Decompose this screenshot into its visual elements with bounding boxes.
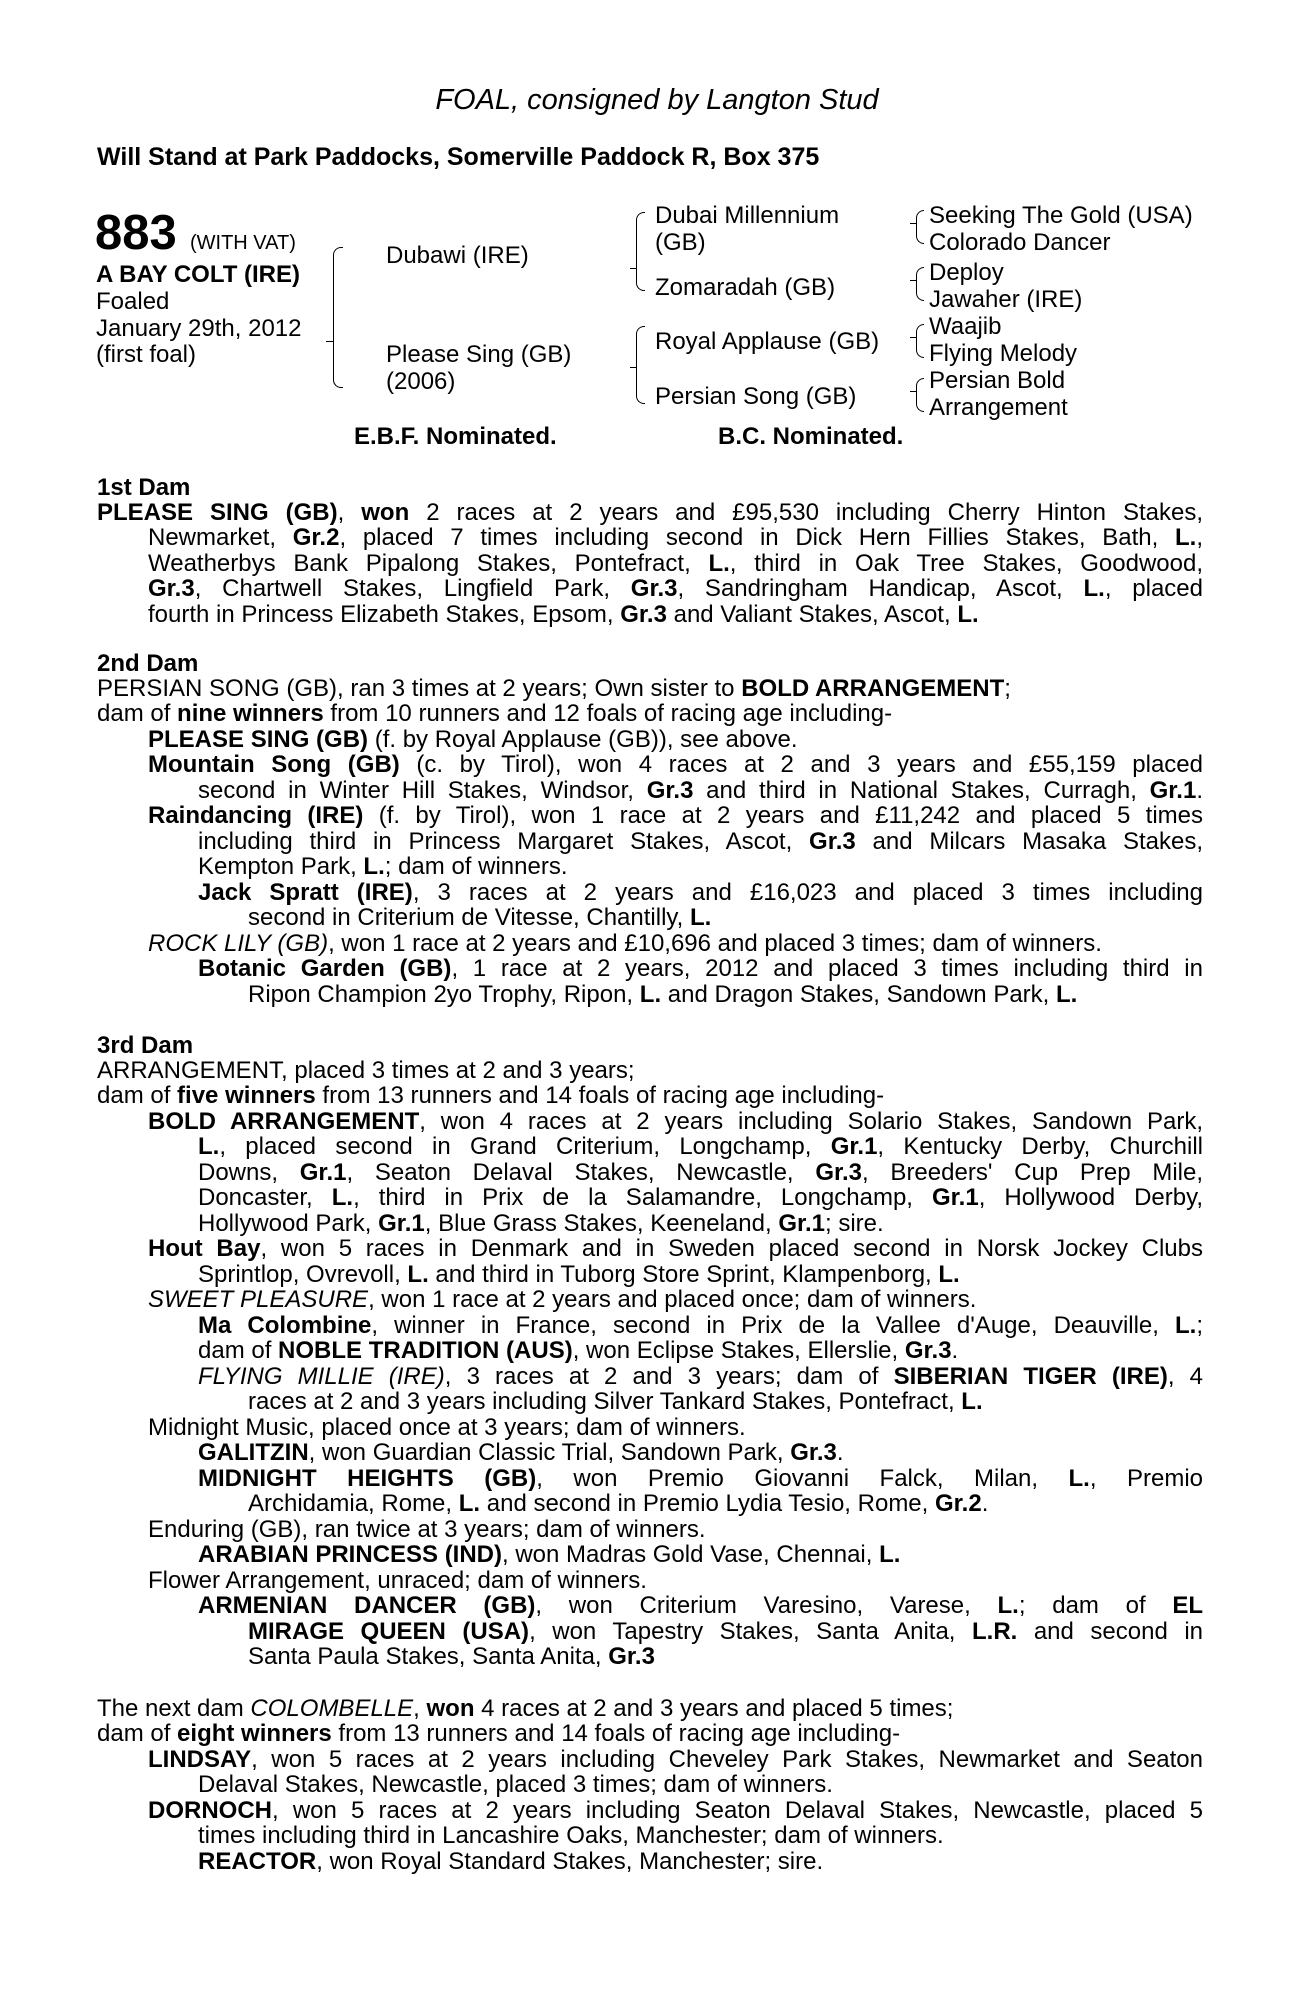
ssd-name: Colorado Dancer [929, 229, 1111, 256]
third-dam-line: Midnight Music, placed once at 3 years; dam of winners. [148, 1414, 746, 1441]
dss-name: Waajib [929, 313, 1002, 340]
third-dam-line: Doncaster, L., third in Prix de la Salamandre, Longchamp, Gr.1, Hollywood Derby, [198, 1184, 1203, 1211]
third-dam-line: BOLD ARRANGEMENT, won 4 races at 2 years including Solario Stakes, Sandown Park, [148, 1108, 1203, 1135]
dam-year: (2006) [386, 368, 456, 395]
dam-name: Please Sing (GB) [386, 341, 572, 368]
third-dam-line: GALITZIN, won Guardian Classic Trial, Sandown Park, Gr.3. [198, 1439, 844, 1466]
second-dam-line: Mountain Song (GB) (c. by Tirol), won 4 races at 2 and 3 years and £55,159 placed [148, 751, 1203, 778]
third-dam-line: races at 2 and 3 years including Silver Tankard Stakes, Pontefract, L. [248, 1388, 983, 1415]
ebf-nomination: E.B.F. Nominated. [354, 423, 557, 450]
third-dam-line: Sprintlop, Ovrevoll, L. and third in Tuborg Store Sprint, Klampenborg, L. [198, 1261, 960, 1288]
foaled-label: Foaled [96, 288, 170, 315]
next-dam-line: Delaval Stakes, Newcastle, placed 3 times; dam of winners. [198, 1771, 833, 1798]
next-dam-line: REACTOR, won Royal Standard Stakes, Manchester; sire. [198, 1848, 824, 1875]
second-dam-line: Jack Spratt (IRE), 3 races at 2 years and £16,023 and placed 3 times including [198, 879, 1203, 906]
third-dam-line: Hout Bay, won 5 races in Denmark and in Sweden placed second in Norsk Jockey Clubs [148, 1235, 1204, 1262]
third-dam-line: Santa Paula Stakes, Santa Anita, Gr.3 [248, 1643, 655, 1670]
second-dam-line: Botanic Garden (GB), 1 race at 2 years, 2012 and placed 3 times including third in [198, 955, 1203, 982]
ddd-name: Arrangement [929, 394, 1068, 421]
sire-sire-country: (GB) [655, 229, 706, 256]
dam-sire: Royal Applause (GB) [655, 328, 880, 355]
dsd-name: Flying Melody [929, 340, 1078, 367]
first-dam-line: Gr.3, Chartwell Stakes, Lingfield Park, Gr.3, Sandringham Handicap, Ascot, L., placed [148, 575, 1203, 602]
second-dam-line: second in Criterium de Vitesse, Chantilly, L. [248, 904, 712, 931]
third-dam-line: MIDNIGHT HEIGHTS (GB), won Premio Giovanni Falck, Milan, L., Premio [198, 1465, 1203, 1492]
second-dam-line: dam of nine winners from 10 runners and 12 foals of racing age including- [97, 700, 893, 727]
third-dam-line: Archidamia, Rome, L. and second in Premio Lydia Tesio, Rome, Gr.2. [248, 1490, 989, 1517]
third-dam-line: ARMENIAN DANCER (GB), won Criterium Varesino, Varese, L.; dam of EL [198, 1592, 1204, 1619]
third-dam-line: Hollywood Park, Gr.1, Blue Grass Stakes, Keeneland, Gr.1; sire. [198, 1210, 884, 1237]
third-dam-line: Ma Colombine, winner in France, second in Prix de la Vallee d'Auge, Deauville, L.; [198, 1312, 1203, 1339]
first-dam-line: Weatherbys Bank Pipalong Stakes, Pontefract, L., third in Oak Tree Stakes, Goodwood, [148, 550, 1204, 577]
second-dam-line: including third in Princess Margaret Stakes, Ascot, Gr.3 and Milcars Masaka Stakes, [198, 828, 1203, 855]
sire-line-brace [636, 212, 645, 269]
second-dam-line: Raindancing (IRE) (f. by Tirol), won 1 race at 2 years and £11,242 and placed 5 times [148, 802, 1204, 829]
second-dam-line: ROCK LILY (GB), won 1 race at 2 years and £10,696 and placed 3 times; dam of winners. [148, 930, 1102, 957]
third-dam-line: Enduring (GB), ran twice at 3 years; dam of winners. [148, 1516, 706, 1543]
lot-number: 883 [95, 206, 177, 260]
stand-location: Will Stand at Park Paddocks, Somerville Paddock R, Box 375 [97, 143, 820, 171]
third-dam-line: FLYING MILLIE (IRE), 3 races at 2 and 3 years; dam of SIBERIAN TIGER (IRE), 4 [198, 1363, 1204, 1390]
sire-sire: Dubai Millennium [655, 202, 840, 229]
third-dam-line: Downs, Gr.1, Seaton Delaval Stakes, Newcastle, Gr.3, Breeders' Cup Prep Mile, [198, 1159, 1203, 1186]
third-dam-line: MIRAGE QUEEN (USA), won Tapestry Stakes, Santa Anita, L.R. and second in [248, 1618, 1203, 1645]
next-dam-line: DORNOCH, won 5 races at 2 years including Seaton Delaval Stakes, Newcastle, placed 5 [148, 1797, 1203, 1824]
third-dam-line: ARRANGEMENT, placed 3 times at 2 and 3 years; [97, 1057, 635, 1084]
next-dam-line: times including third in Lancashire Oaks, Manchester; dam of winners. [198, 1822, 944, 1849]
second-dam-line: PERSIAN SONG (GB), ran 3 times at 2 years; Own sister to BOLD ARRANGEMENT; [97, 675, 1011, 702]
next-dam-line: LINDSAY, won 5 races at 2 years including Cheveley Park Stakes, Newmarket and Seaton [148, 1746, 1203, 1773]
dam-line-brace [636, 326, 645, 368]
sdd-name: Jawaher (IRE) [929, 286, 1083, 313]
lot-name: A BAY COLT (IRE) [96, 261, 301, 288]
third-dam-line: SWEET PLEASURE, won 1 race at 2 years and placed once; dam of winners. [148, 1286, 977, 1313]
second-dam-heading: 2nd Dam [97, 650, 199, 677]
sss-name: Seeking The Gold (USA) [929, 202, 1193, 229]
third-dam-line: ARABIAN PRINCESS (IND), won Madras Gold Vase, Chennai, L. [198, 1541, 901, 1568]
bc-nomination: B.C. Nominated. [718, 423, 904, 450]
sire-name: Dubawi (IRE) [386, 242, 529, 269]
sire-brace [333, 247, 343, 342]
sds-name: Deploy [929, 259, 1004, 286]
next-dam-line: dam of eight winners from 13 runners and 14 foals of racing age including- [97, 1720, 901, 1747]
third-dam-line: Flower Arrangement, unraced; dam of winners. [148, 1567, 647, 1594]
second-dam-line: second in Winter Hill Stakes, Windsor, Gr.3 and third in National Stakes, Curragh, Gr.1. [198, 777, 1203, 804]
first-dam-line: fourth in Princess Elizabeth Stakes, Epsom, Gr.3 and Valiant Stakes, Ascot, L. [148, 601, 979, 628]
second-dam-line: Ripon Champion 2yo Trophy, Ripon, L. and Dragon Stakes, Sandown Park, L. [248, 981, 1078, 1008]
dds-name: Persian Bold [929, 367, 1066, 394]
first-dam-heading: 1st Dam [97, 474, 191, 501]
second-dam-line: Kempton Park, L.; dam of winners. [198, 853, 568, 880]
dam-brace [333, 341, 343, 388]
sire-dam: Zomaradah (GB) [655, 274, 836, 301]
catalogue-title: FOAL, consigned by Langton Stud [435, 84, 879, 116]
foaled-date: January 29th, 2012 [96, 315, 302, 342]
third-dam-line: dam of five winners from 13 runners and 14 foals of racing age including- [97, 1082, 885, 1109]
next-dam-line: The next dam COLOMBELLE, won 4 races at 2 and 3 years and placed 5 times; [97, 1695, 954, 1722]
dam-dam: Persian Song (GB) [655, 383, 857, 410]
second-dam-line: PLEASE SING (GB) (f. by Royal Applause (GB)), see above. [148, 726, 798, 753]
third-dam-heading: 3rd Dam [97, 1032, 194, 1059]
first-dam-line: PLEASE SING (GB), won 2 races at 2 years and £95,530 including Cherry Hinton Stakes, [97, 499, 1203, 526]
third-dam-line: L., placed second in Grand Criterium, Longchamp, Gr.1, Kentucky Derby, Churchill [198, 1133, 1203, 1160]
vat-label: (WITH VAT) [190, 232, 296, 254]
first-dam-line: Newmarket, Gr.2, placed 7 times including second in Dick Hern Fillies Stakes, Bath, L., [148, 524, 1203, 551]
foal-note: (first foal) [96, 341, 197, 368]
third-dam-line: dam of NOBLE TRADITION (AUS), won Eclipse Stakes, Ellerslie, Gr.3. [198, 1337, 959, 1364]
